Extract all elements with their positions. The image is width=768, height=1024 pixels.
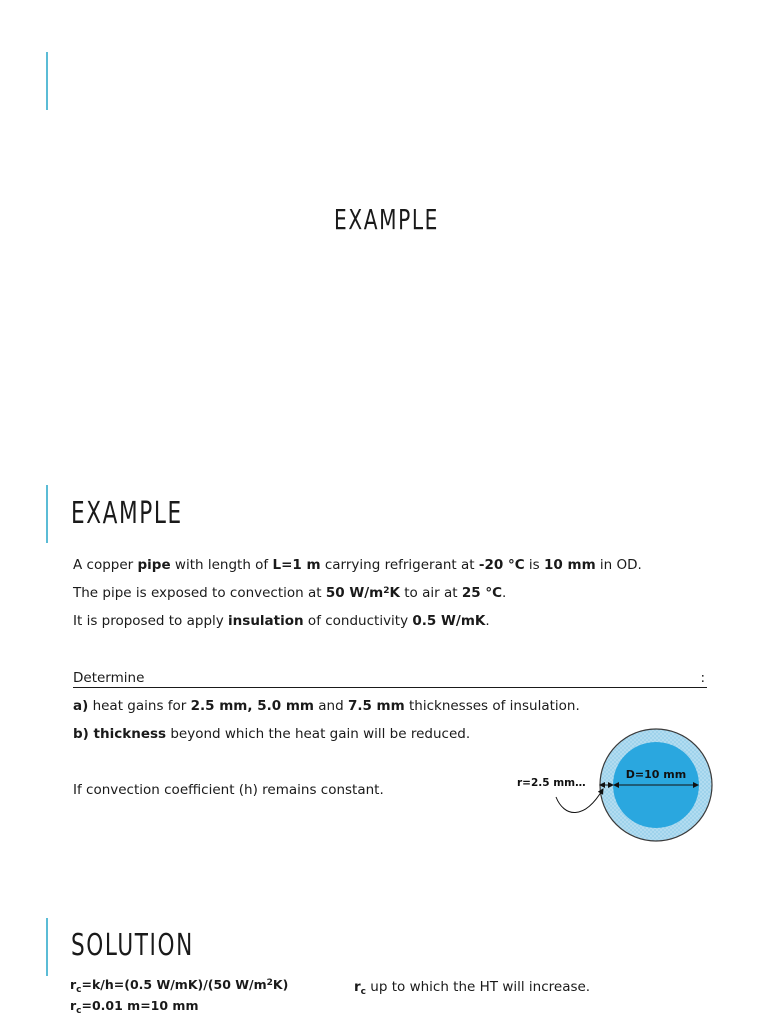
radius-label: r=2.5 mm… <box>517 777 586 789</box>
radius-pointer-arrow <box>556 789 603 813</box>
solution-equation-1: $r_c=k/h=(0.5$ W/mK)/(50 $W/m^2K$) <box>70 977 289 995</box>
problem-line-3: It is proposed to apply insulation of conductivity 0.5 W/mK. <box>73 613 490 629</box>
slide2-accent-bar <box>46 485 48 543</box>
problem-line-2: The pipe is exposed to convection at 50 $W/m^2K$ to air at 25 °C. <box>73 585 507 601</box>
slide1-accent-bar <box>46 52 48 110</box>
slide2-title: EXAMPLE <box>71 496 183 531</box>
slide3-accent-bar <box>46 918 48 976</box>
slide1-title: EXAMPLE <box>334 203 440 236</box>
slide3-title: SOLUTION <box>71 928 194 963</box>
determine-colon: : <box>700 670 705 686</box>
convection-note: If convection coefficient (h) remains constant. <box>73 782 384 798</box>
pipe-cross-section-diagram <box>500 725 730 850</box>
determine-label: Determine <box>73 670 145 686</box>
item-b: b) thickness beyond which the heat gain will be reduced. <box>73 726 471 742</box>
problem-line-1: A copper pipe with length of L=1 m carrying refrigerant at -20 °C is 10 mm in OD. <box>73 557 642 573</box>
diameter-label: D=10 mm <box>625 768 687 781</box>
determine-heading <box>73 669 707 688</box>
item-a: a) heat gains for 2.5 mm, 5.0 mm and 7.5 mm thicknesses of insulation. <box>73 698 580 714</box>
solution-equation-2: $r_c=0.01$ m=10 mm <box>70 998 199 1016</box>
solution-note: $r_c$ up to which the HT will increase. <box>354 979 591 997</box>
